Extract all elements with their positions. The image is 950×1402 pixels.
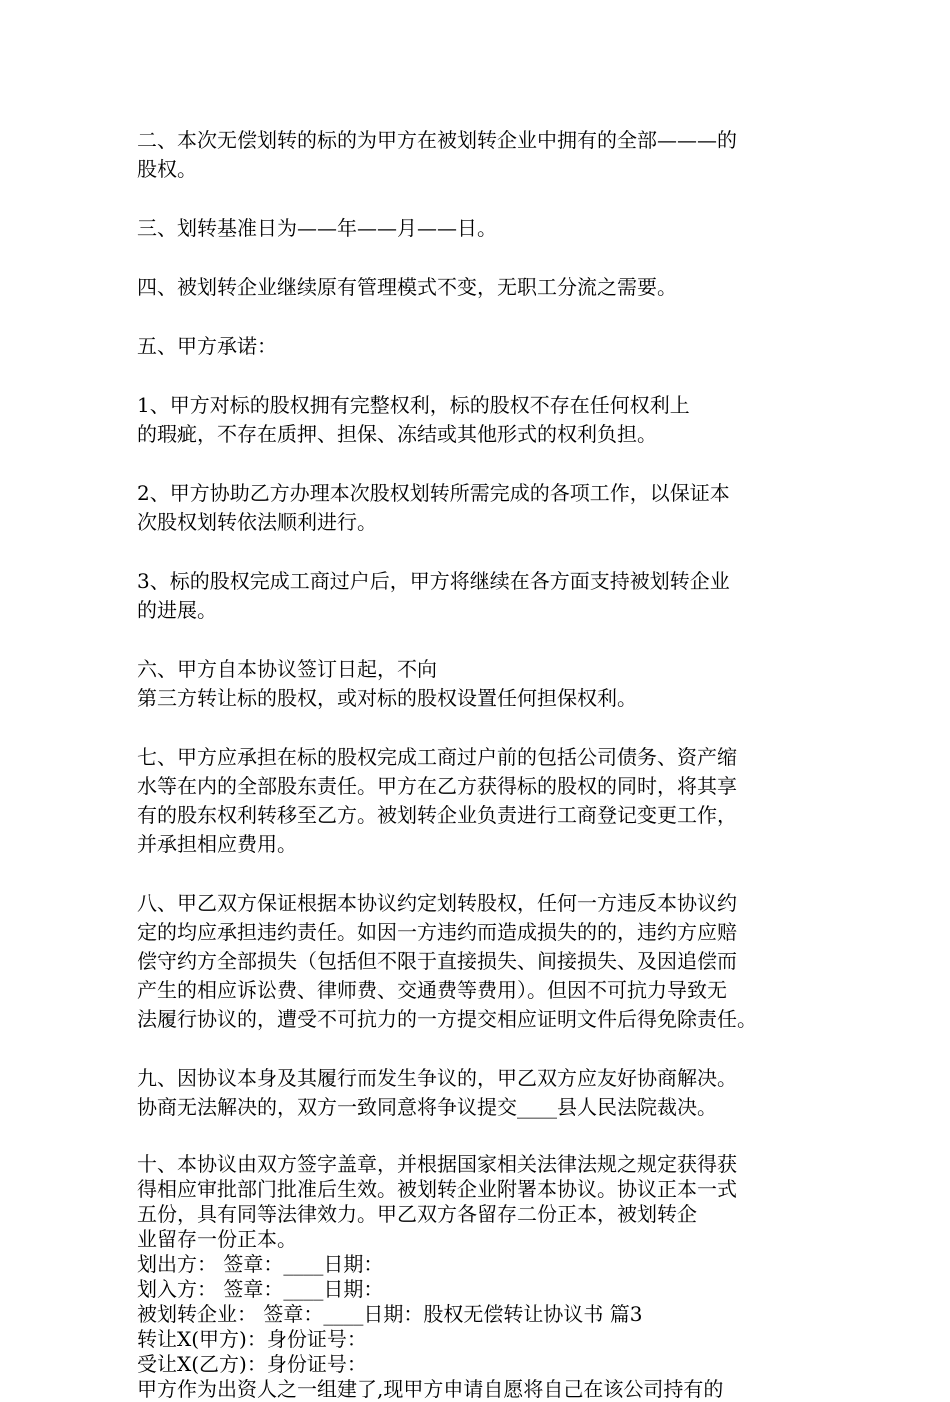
text-line: 2、甲方协助乙方办理本次股权划转所需完成的各项工作，以保证本	[137, 481, 730, 505]
clause-4	[137, 273, 827, 302]
clause-5-1	[137, 391, 827, 449]
text-line: 九、因协议本身及其履行而发生争议的，甲乙双方应友好协商解决。	[137, 1066, 737, 1090]
signature-line-transferor: 划出方： 签章：____日期：	[137, 1252, 384, 1276]
clause-10	[137, 1152, 827, 1252]
signature-block	[137, 1252, 827, 1402]
text-line: 业留存一份正本。	[137, 1227, 297, 1251]
text-line: 定的均应承担违约责任。如因一方违约而造成损失的的，违约方应赔	[137, 920, 737, 944]
text-line: 法履行协议的，遭受不可抗力的一方提交相应证明文件后得免除责任。	[137, 1007, 757, 1031]
text-line: 的进展。	[137, 598, 217, 622]
text-line: 1、甲方对标的股权拥有完整权利，标的股权不存在任何权利上	[137, 393, 690, 417]
text-line: 产生的相应诉讼费、律师费、交通费等费用）。但因不可抗力导致无	[137, 978, 727, 1002]
text-line: 六、甲方自本协议签订日起，不向	[137, 657, 437, 681]
text-line: 股权。	[137, 157, 197, 181]
text-line: 第三方转让标的股权，或对标的股权设置任何担保权利。	[137, 686, 637, 710]
text-line: 四、被划转企业继续原有管理模式不变，无职工分流之需要。	[137, 275, 677, 299]
party-a-id-line: 转让X(甲方)：身份证号：	[137, 1327, 367, 1351]
text-line: 五、甲方承诺：	[137, 334, 277, 358]
text-line: 并承担相应费用。	[137, 832, 297, 856]
clause-6	[137, 655, 827, 713]
text-line: 偿守约方全部损失（包括但不限于直接损失、间接损失、及因追偿而	[137, 949, 737, 973]
text-line: 的瑕疵，不存在质押、担保、冻结或其他形式的权利负担。	[137, 422, 657, 446]
text-line: 3、标的股权完成工商过户后，甲方将继续在各方面支持被划转企业	[137, 569, 730, 593]
clause-5-2	[137, 479, 827, 537]
text-line: 七、甲方应承担在标的股权完成工商过户前的包括公司债务、资产缩	[137, 745, 737, 769]
party-b-id-line: 受让X(乙方)：身份证号：	[137, 1352, 367, 1376]
text-line: 有的股东权利转移至乙方。被划转企业负责进行工商登记变更工作，	[137, 803, 737, 827]
text-line: 次股权划转依法顺利进行。	[137, 510, 377, 534]
clause-9	[137, 1064, 827, 1122]
signature-line-company: 被划转企业： 签章：____日期：股权无偿转让协议书 篇3	[137, 1302, 643, 1326]
text-line: 十、本协议由双方签字盖章，并根据国家相关法律法规之规定获得获	[137, 1152, 737, 1176]
text-line: 协商无法解决的，双方一致同意将争议提交____县人民法院裁决。	[137, 1095, 717, 1119]
clause-7	[137, 743, 827, 859]
text-line: 二、本次无偿划转的标的为甲方在被划转企业中拥有的全部———的	[137, 128, 737, 152]
clause-8	[137, 889, 827, 1034]
text-line: 八、甲乙双方保证根据本协议约定划转股权，任何一方违反本协议约	[137, 891, 737, 915]
document-body	[137, 126, 827, 1402]
agreement-preamble-line: 甲方作为出资人之一组建了,现甲方申请自愿将自己在该公司持有的	[137, 1377, 724, 1401]
clause-5	[137, 332, 827, 361]
signature-line-transferee: 划入方： 签章：____日期：	[137, 1277, 384, 1301]
text-line: 得相应审批部门批准后生效。被划转企业附署本协议。协议正本一式	[137, 1177, 737, 1201]
clause-3	[137, 214, 827, 243]
clause-5-3	[137, 567, 827, 625]
text-line: 五份，具有同等法律效力。甲乙双方各留存二份正本，被划转企	[137, 1202, 697, 1226]
text-line: 三、划转基准日为——年——月——日。	[137, 216, 497, 240]
clause-2	[137, 126, 827, 184]
text-line: 水等在内的全部股东责任。甲方在乙方获得标的股权的同时，将其享	[137, 774, 737, 798]
